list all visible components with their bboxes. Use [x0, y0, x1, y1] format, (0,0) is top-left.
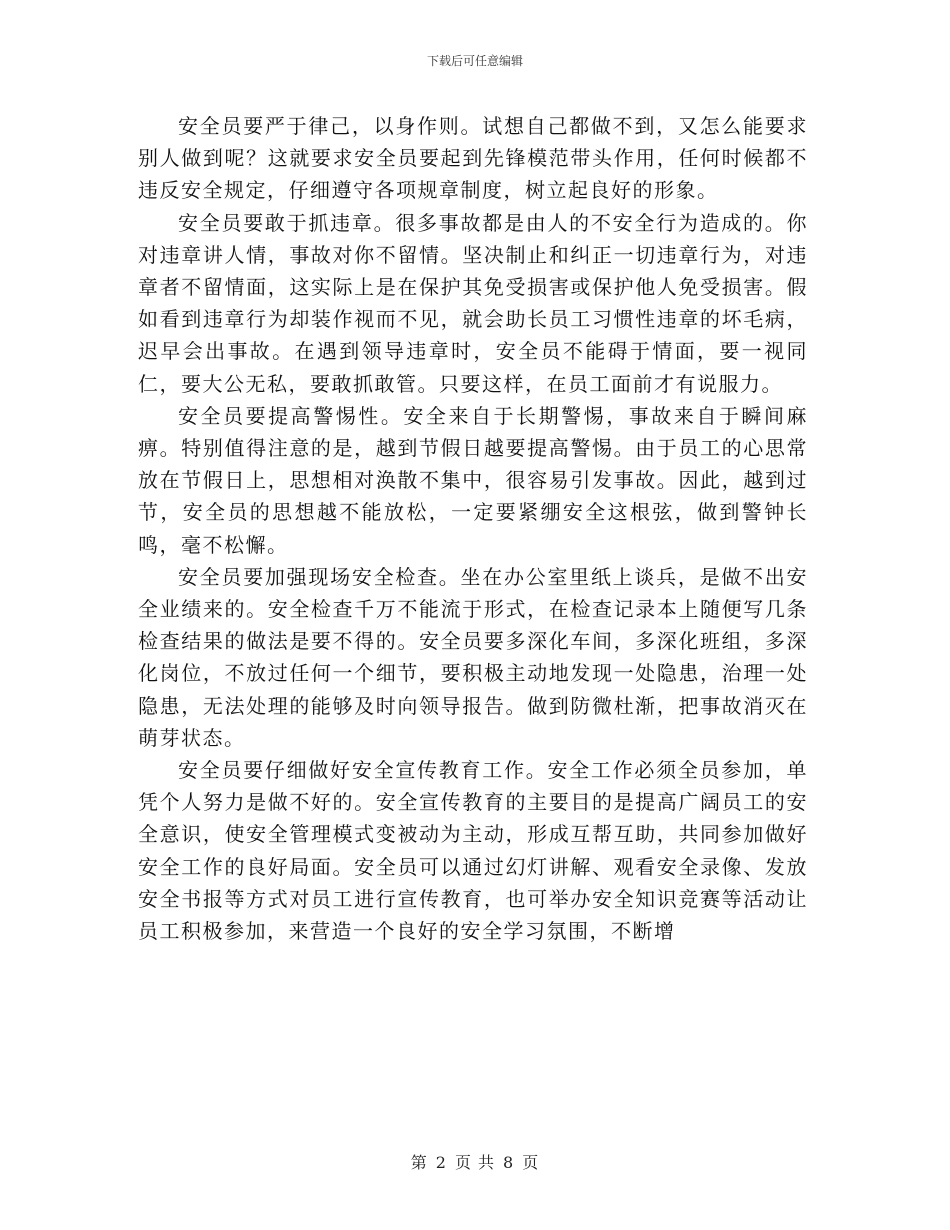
paragraph-safety-education: 安全员要仔细做好安全宣传教育工作。安全工作必须全员参加，单凭个人努力是做不好的。安全宣传教育的主要目的是提高广阔员工的安全意识，使安全管理模式变被动为主动，形成互帮互助，共同参加做好安全工作的良好局面。安全员可以通过幻灯讲解、观看安全录像、发放安全书报等方式对员工进行宣传教育，也可举办安全知识竞赛等活动让员工积极参加，来营造一个良好的安全学习氛围，不断增 [138, 758, 808, 944]
paragraph-vigilance: 安全员要提高警惕性。安全来自于长期警惕，事故来自于瞬间麻痹。特别值得注意的是，越到节假日越要提高警惕。由于员工的心思常放在节假日上，思想相对涣散不集中，很容易引发事故。因此，越到过节，安全员的思想越不能放松，一定要紧绷安全这根弦，做到警钟长鸣，毫不松懈。 [138, 403, 808, 557]
paragraph-self-discipline: 安全员要严于律己，以身作则。试想自己都做不到，又怎么能要求别人做到呢？这就要求安全员要起到先锋模范带头作用，任何时候都不违反安全规定，仔细遵守各项规章制度，树立起良好的形象。 [138, 114, 808, 203]
footer-prefix: 第 [410, 1153, 428, 1172]
page-header: 下载后可任意编辑 [426, 54, 523, 68]
footer-middle: 页 共 [454, 1153, 496, 1172]
page-footer [0, 1150, 950, 1173]
paragraph-stop-violations: 安全员要敢于抓违章。很多事故都是由人的不安全行为造成的。你对违章讲人情，事故对你不留情。坚决制止和纠正一切违章行为，对违章者不留情面，这实际上是在保护其免受损害或保护他人免受损害。假如看到违章行为却装作视而不见，就会助长员工习惯性违章的坏毛病，迟早会出事故。在遇到领导违章时，安全员不能碍于情面，要一视同仁，要大公无私，要敢抓敢管。只要这样，在员工面前才有说服力。 [138, 210, 808, 396]
paragraph-site-inspection: 安全员要加强现场安全检查。坐在办公室里纸上谈兵，是做不出安全业绩来的。安全检查千万不能流于形式，在检查记录本上随便写几条检查结果的做法是要不得的。安全员要多深化车间，多深化班组，多深化岗位，不放过任何一个细节，要积极主动地发现一处隐患，治理一处隐患，无法处理的能够及时向领导报告。做到防微杜渐，把事故消灭在萌芽状态。 [138, 564, 808, 750]
document-body [138, 110, 808, 947]
footer-suffix: 页 [522, 1153, 540, 1172]
footer-current-page: 2 [435, 1153, 447, 1172]
footer-total-pages: 8 [503, 1153, 515, 1172]
